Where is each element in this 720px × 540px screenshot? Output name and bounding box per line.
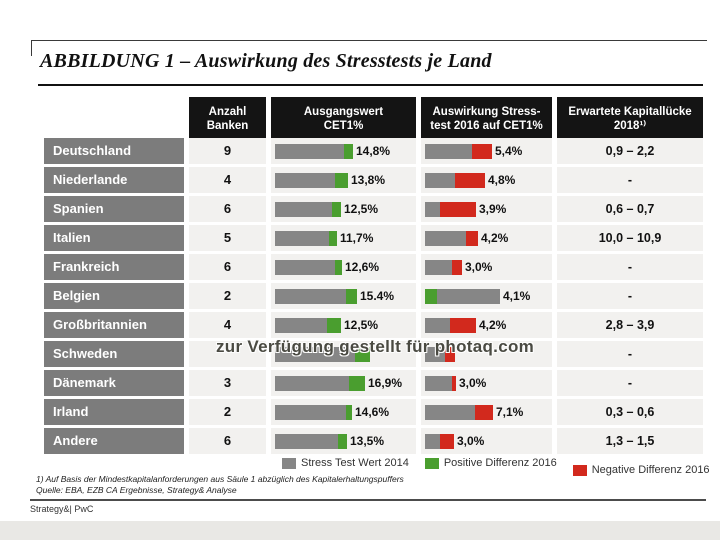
footnote-1: 1) Auf Basis der Mindestkapitalanforderungen aus Säule 1 abzüglich des Kapitalerhaltungspuffers: [36, 474, 404, 484]
header-line: Anzahl: [208, 106, 247, 118]
country-cell: Schweden: [44, 341, 184, 367]
green-bar-segment: [335, 173, 348, 188]
bar-value-label: 12,5%: [344, 318, 379, 332]
gray-bar-segment: [275, 231, 329, 246]
green-bar-segment: [327, 318, 341, 333]
red-bar-segment: [440, 434, 454, 449]
gray-bar-segment: [425, 144, 472, 159]
gray-swatch-icon: [282, 458, 296, 469]
red-bar-segment: [466, 231, 478, 246]
banks-cell: 4: [189, 312, 266, 338]
red-bar-segment: [455, 173, 485, 188]
stress-bar-cell: [421, 399, 552, 425]
stress-bar-cell: [421, 138, 552, 164]
stress-bar-cell: [421, 283, 552, 309]
country-cell: Italien: [44, 225, 184, 251]
bar-value-label: 5,4%: [495, 144, 523, 158]
cet1-bar-cell: [271, 138, 416, 164]
green-bar-segment: [329, 231, 337, 246]
gray-bar-segment: [425, 318, 450, 333]
country-cell: Dänemark: [44, 370, 184, 396]
col-header-auswirkung: [421, 97, 552, 141]
title-underline: [38, 84, 703, 86]
bar-value-label: 4,2%: [481, 231, 509, 245]
gap-cell: 10,0 – 10,9: [557, 225, 703, 251]
gap-cell: -: [557, 370, 703, 396]
gap-cell: -: [557, 341, 703, 367]
cet1-bar-cell: [271, 196, 416, 222]
country-cell: Spanien: [44, 196, 184, 222]
country-cell: Belgien: [44, 283, 184, 309]
header-line: test 2016 auf CET1%: [430, 120, 543, 132]
stress-bar-cell: [421, 167, 552, 193]
table-header-row: [44, 97, 703, 141]
red-bar-segment: [452, 376, 456, 391]
bar-value-label: 14,8%: [356, 144, 391, 158]
table-row: [44, 399, 703, 425]
table-row: [44, 254, 703, 280]
bar-value-label: 12,5%: [344, 202, 379, 216]
gray-bar-segment: [425, 260, 452, 275]
gray-bar-segment: [425, 434, 440, 449]
gap-cell: 1,3 – 1,5: [557, 428, 703, 454]
col-header-ausgangswert: [271, 97, 416, 141]
stress-bar-cell: [421, 370, 552, 396]
watermark-text: zur Verfügung gestellt für photaq.com: [216, 337, 535, 356]
footnotes: [36, 474, 404, 496]
bar-value-label: 3,9%: [479, 202, 507, 216]
legend-item-stress-test-2014: [282, 457, 409, 469]
red-bar-segment: [450, 318, 476, 333]
table-row: [44, 138, 703, 164]
gray-bar-segment: [275, 318, 327, 333]
green-swatch-icon: [425, 458, 439, 469]
bar-value-label: 3,0%: [465, 260, 493, 274]
table-row: [44, 428, 703, 454]
gray-bar-segment: [425, 405, 475, 420]
red-bar-segment: [472, 144, 492, 159]
legend-item-positive-differenz: [425, 457, 557, 469]
country-cell: Andere: [44, 428, 184, 454]
gray-bar-segment: [425, 173, 455, 188]
gray-bar-segment: [275, 173, 335, 188]
gap-cell: 0,9 – 2,2: [557, 138, 703, 164]
gap-cell: 2,8 – 3,9: [557, 312, 703, 338]
cet1-bar-cell: [271, 167, 416, 193]
green-bar-segment: [346, 289, 357, 304]
gray-bar-segment: [275, 260, 335, 275]
country-cell: Irland: [44, 399, 184, 425]
banks-cell: 2: [189, 283, 266, 309]
gap-cell: 0,6 – 0,7: [557, 196, 703, 222]
table-row: [44, 370, 703, 396]
header-line: Erwartete Kapitallücke: [568, 106, 692, 118]
header-line: Auswirkung Stress-: [432, 106, 541, 118]
green-bar-segment: [344, 144, 353, 159]
gray-bar-segment: [275, 289, 346, 304]
gray-bar-segment: [437, 289, 500, 304]
banks-cell: 6: [189, 196, 266, 222]
red-swatch-icon: [573, 465, 587, 476]
col-header-anzahl-banken: [189, 97, 266, 141]
gap-cell: 0,3 – 0,6: [557, 399, 703, 425]
bar-value-label: 4,8%: [488, 173, 516, 187]
table-row: [44, 167, 703, 193]
bar-value-label: 3,0%: [459, 376, 487, 390]
bar-value-label: 15.4%: [360, 289, 395, 303]
cet1-bar-cell: [271, 254, 416, 280]
country-cell: Großbritannien: [44, 312, 184, 338]
green-bar-segment: [338, 434, 347, 449]
gray-bar-segment: [425, 231, 466, 246]
table-row: [44, 312, 703, 338]
legend-item-negative-differenz: [573, 464, 710, 476]
bottom-rule: [30, 499, 706, 501]
stress-bar-cell: [421, 225, 552, 251]
header-line: Banken: [206, 120, 249, 132]
green-bar-segment: [332, 202, 341, 217]
stress-bar-cell: [421, 312, 552, 338]
header-spacer: [44, 97, 184, 141]
cet1-bar-cell: [271, 283, 416, 309]
banks-cell: 2: [189, 399, 266, 425]
stress-bar-cell: [421, 254, 552, 280]
bar-value-label: 14,6%: [355, 405, 390, 419]
legend-label: Stress Test Wert 2014: [301, 457, 409, 469]
gray-bar-segment: [275, 144, 344, 159]
cet1-bar-cell: [271, 225, 416, 251]
stress-bar-cell: [421, 196, 552, 222]
bar-value-label: 12,6%: [345, 260, 380, 274]
gap-cell: -: [557, 283, 703, 309]
figure-title: ABBILDUNG 1 – Auswirkung des Stresstests je Land: [40, 50, 492, 72]
cet1-bar-cell: [271, 312, 416, 338]
country-cell: Niederlande: [44, 167, 184, 193]
gray-bar-segment: [425, 202, 440, 217]
footnote-source: Quelle: EBA, EZB CA Ergebnisse, Strategy& Analyse: [36, 485, 237, 495]
gray-bar-segment: [275, 376, 349, 391]
cet1-bar-cell: [271, 370, 416, 396]
country-cell: Deutschland: [44, 138, 184, 164]
bar-value-label: 4,1%: [503, 289, 531, 303]
table-row: [44, 225, 703, 251]
banks-cell: 6: [189, 254, 266, 280]
cet1-bar-cell: [271, 428, 416, 454]
legend-label: Positive Differenz 2016: [443, 457, 557, 469]
banks-cell: 4: [189, 167, 266, 193]
green-bar-segment: [425, 289, 437, 304]
table-row: [44, 283, 703, 309]
banks-cell: 3: [189, 370, 266, 396]
gray-bar-segment: [275, 202, 332, 217]
gap-cell: -: [557, 167, 703, 193]
col-header-kapitalluecke: [557, 97, 703, 141]
banks-cell: 6: [189, 428, 266, 454]
bar-value-label: 13,5%: [350, 434, 385, 448]
gray-bar-segment: [275, 434, 338, 449]
banks-cell: 5: [189, 225, 266, 251]
brand-logo-text: Strategy&| PwC: [30, 504, 94, 514]
gray-bar-segment: [275, 405, 346, 420]
red-bar-segment: [440, 202, 476, 217]
cet1-bar-cell: [271, 399, 416, 425]
bar-value-label: 16,9%: [368, 376, 403, 390]
table-body: [44, 138, 703, 457]
bar-value-label: 11,7%: [340, 231, 374, 245]
green-bar-segment: [349, 376, 365, 391]
gap-cell: -: [557, 254, 703, 280]
header-line: Ausgangswert: [303, 106, 384, 118]
bar-value-label: 13,8%: [351, 173, 386, 187]
red-bar-segment: [452, 260, 462, 275]
bar-value-label: 7,1%: [496, 405, 524, 419]
table-row: [44, 196, 703, 222]
legend-label: Negative Differenz 2016: [591, 464, 710, 476]
bar-value-label: 4,2%: [479, 318, 507, 332]
green-bar-segment: [346, 405, 352, 420]
header-line: CET1%: [323, 120, 364, 132]
country-cell: Frankreich: [44, 254, 184, 280]
red-bar-segment: [475, 405, 493, 420]
gray-bar-segment: [425, 376, 452, 391]
banks-cell: 9: [189, 138, 266, 164]
header-line: 2018¹⁾: [613, 120, 647, 132]
bar-value-label: 3,0%: [457, 434, 485, 448]
bottom-gray-band: [0, 521, 720, 540]
green-bar-segment: [335, 260, 342, 275]
stress-bar-cell: [421, 428, 552, 454]
